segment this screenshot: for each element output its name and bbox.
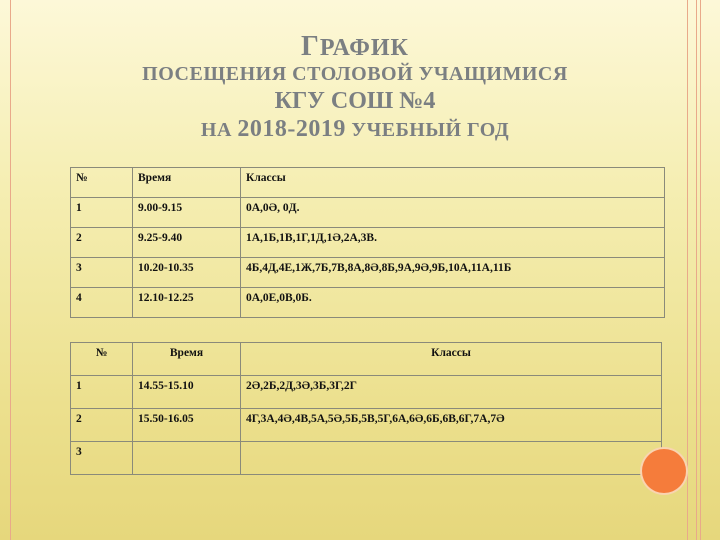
cell-time: 10.20-10.35 [133, 258, 241, 288]
header-classes: Классы [241, 168, 665, 198]
cell-classes: 1А,1Б,1В,1Г,1Д,1Ә,2А,3В. [241, 228, 665, 258]
header-classes: Классы [241, 343, 662, 376]
table-row [71, 288, 665, 318]
table-row [71, 198, 665, 228]
table-row [71, 258, 665, 288]
cell-classes [241, 442, 662, 475]
schedule-table-1 [70, 167, 665, 318]
table-row [71, 409, 662, 442]
title-line-4 [20, 115, 690, 143]
title-word: РАФИК [319, 35, 409, 61]
cell-time: 15.50-16.05 [133, 409, 241, 442]
cell-time [133, 442, 241, 475]
cell-number: 1 [71, 376, 133, 409]
table-row [71, 376, 662, 409]
title-line-2: ПОСЕЩЕНИЯ СТОЛОВОЙ УЧАЩИМИСЯ [142, 63, 568, 86]
header-number: № [71, 343, 133, 376]
frame-line [700, 0, 701, 540]
header-number: № [71, 168, 133, 198]
cell-time: 9.00-9.15 [133, 198, 241, 228]
cell-number: 2 [71, 409, 133, 442]
cell-number: 3 [71, 442, 133, 475]
accent-circle [642, 449, 686, 493]
header-time: Время [133, 168, 241, 198]
frame-line [696, 0, 697, 540]
title-capital: Г [301, 31, 320, 62]
cell-classes: 4Г,3А,4Ә,4В,5А,5Ә,5Б,5В,5Г,6А,6Ә,6Б,6В,6Г,7А,7Ә [241, 409, 662, 442]
cell-time: 12.10-12.25 [133, 288, 241, 318]
title-prefix: НА [200, 118, 238, 141]
cell-classes: 0А,0Ә, 0Д. [241, 198, 665, 228]
title-suffix: УЧЕБНЫЙ ГОД [345, 118, 510, 141]
header-time: Время [133, 343, 241, 376]
table-header-row [71, 343, 662, 376]
table-row [71, 442, 662, 475]
cell-number: 3 [71, 258, 133, 288]
table-header-row [71, 168, 665, 198]
table-row [71, 228, 665, 258]
cell-number: 1 [71, 198, 133, 228]
cell-classes: 2Ә,2Б,2Д,3Ә,3Б,3Г,2Г [241, 376, 662, 409]
cell-classes: 0А,0Е,0В,0Б. [241, 288, 665, 318]
cell-classes: 4Б,4Д,4Е,1Ж,7Б,7В,8А,8Ә,8Б,9А,9Ә,9Б,10А,11А,11Б [241, 258, 665, 288]
title-line-1 [20, 30, 690, 63]
title-year: 2018-2019 [237, 115, 346, 142]
title-line-3: КГУ СОШ №4 [274, 87, 436, 114]
schedule-table-2 [70, 342, 662, 475]
slide-title [20, 30, 690, 143]
cell-number: 4 [71, 288, 133, 318]
cell-number: 2 [71, 228, 133, 258]
cell-time: 14.55-15.10 [133, 376, 241, 409]
cell-time: 9.25-9.40 [133, 228, 241, 258]
